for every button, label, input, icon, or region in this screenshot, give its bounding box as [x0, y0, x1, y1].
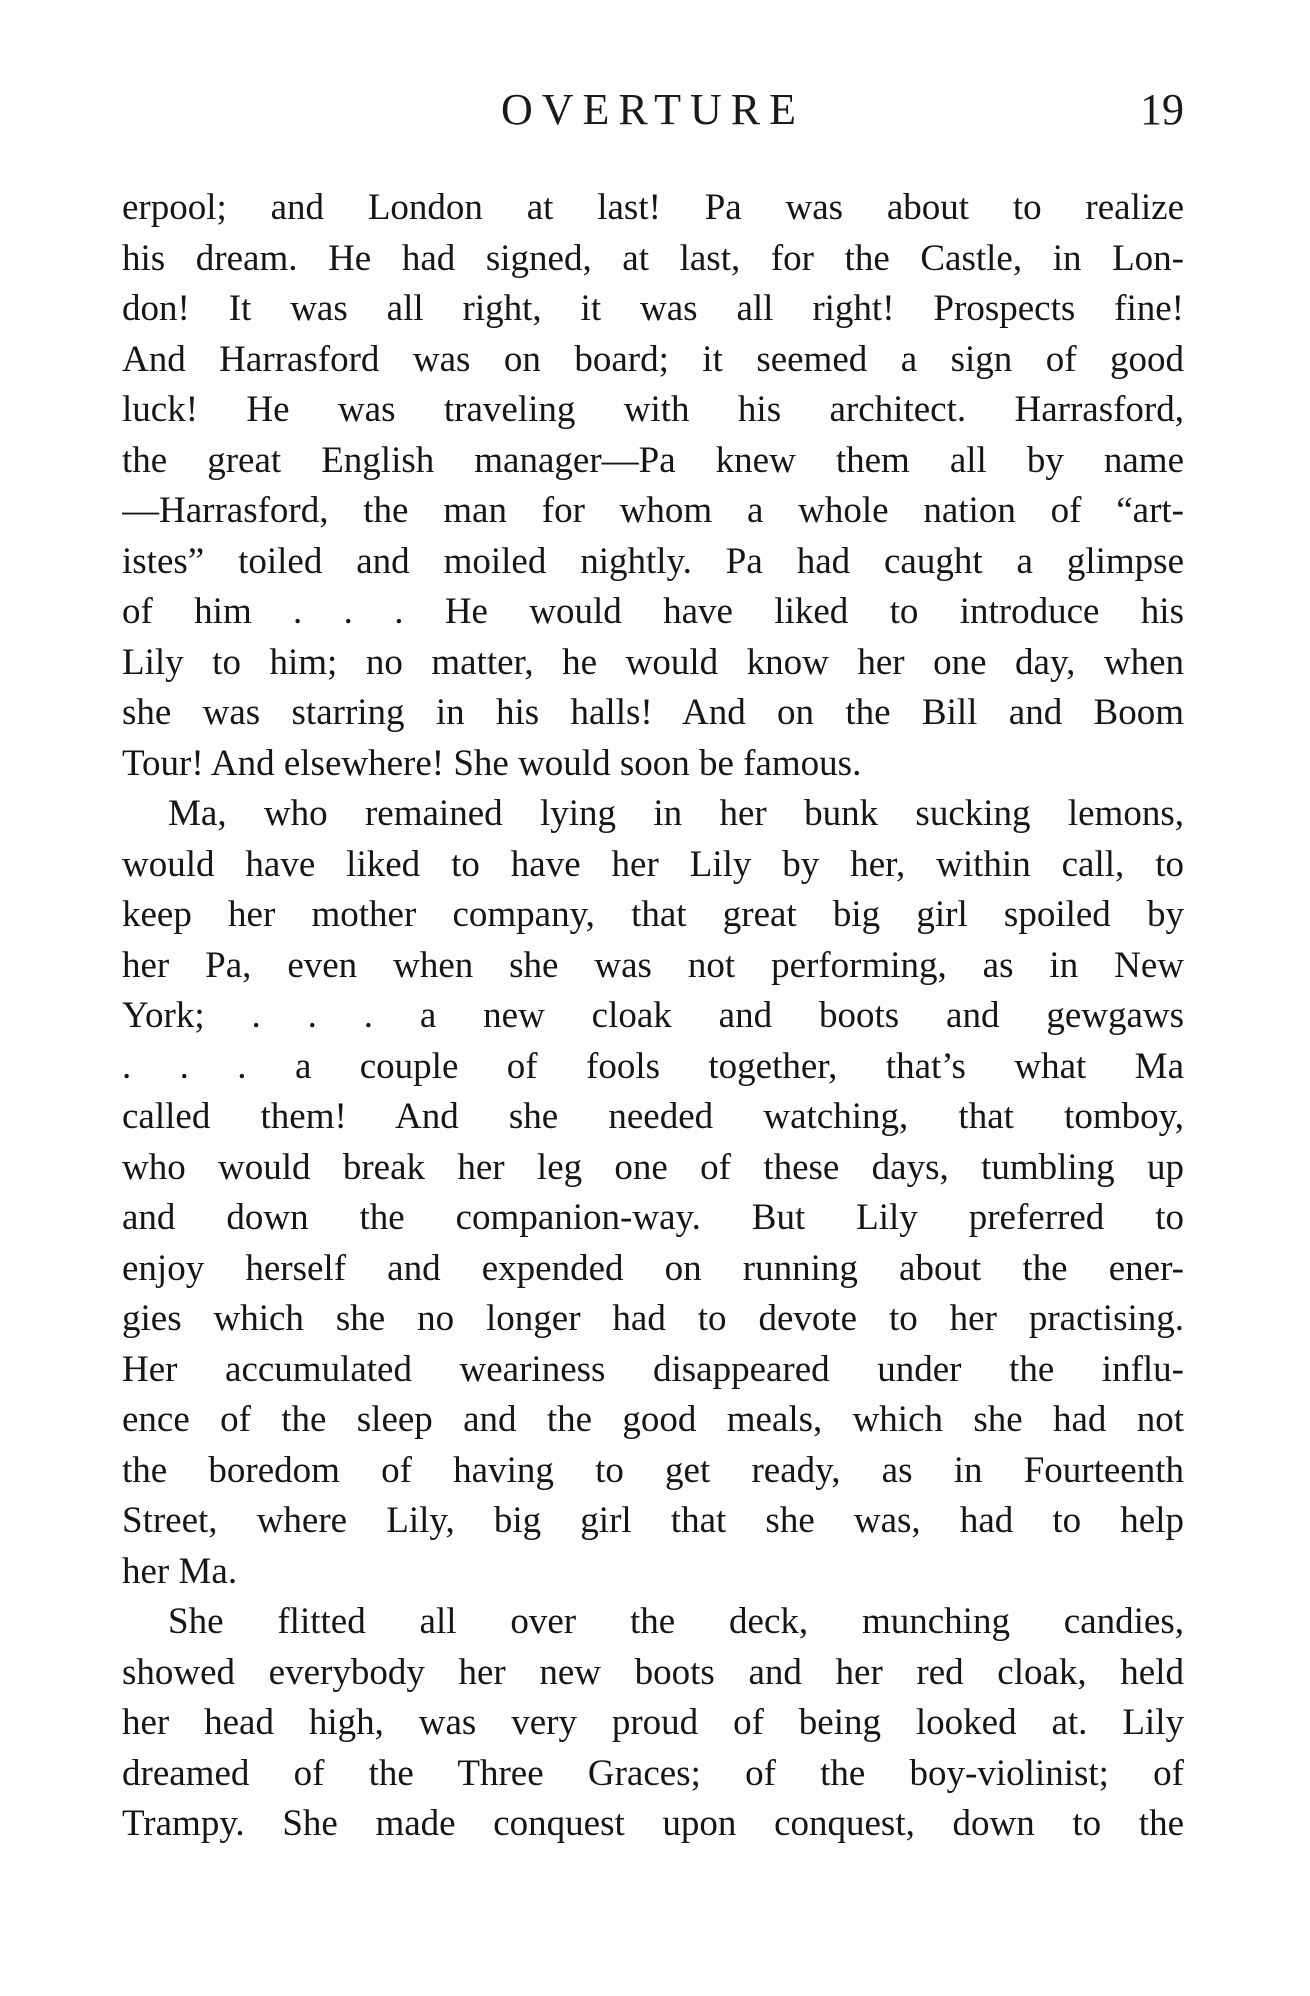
text-line: would have liked to have her Lily by her, within call, to: [122, 843, 1184, 885]
text-line: called them! And she needed watching, that tomboy,: [122, 1096, 1184, 1137]
paragraph: [122, 789, 1184, 1597]
text-line: his dream. He had signed, at last, for the Castle, in Lon-: [122, 237, 1184, 279]
text-line: Her accumulated weariness disappeared under the influ-: [122, 1348, 1184, 1390]
text-line: Street, where Lily, big girl that she was, had to help: [122, 1500, 1184, 1541]
text-line: Tour! And elsewhere! She would soon be famous.: [122, 742, 862, 784]
text-line: of him . . . He would have liked to introduce his: [122, 591, 1184, 632]
running-title: OVERTURE: [500, 85, 805, 134]
text-line: York; . . . a new cloak and boots and gewgaws: [122, 995, 1184, 1036]
text-line: the boredom of having to get ready, as in Fourteenth: [122, 1449, 1184, 1491]
text-line: don! It was all right, it was all right! Prospects fine!: [122, 288, 1184, 329]
text-line: her head high, was very proud of being looked at. Lily: [122, 1702, 1184, 1743]
text-line: her Ma.: [122, 1550, 238, 1592]
body-text: [122, 183, 1184, 1850]
text-line: showed everybody her new boots and her red cloak, held: [122, 1651, 1184, 1693]
text-line: . . . a couple of fools together, that’s what Ma: [122, 1045, 1184, 1087]
text-line: gies which she no longer had to devote to her practising.: [122, 1298, 1184, 1339]
paragraph: [122, 1597, 1184, 1850]
text-line: her Pa, even when she was not performing, as in New: [122, 944, 1184, 986]
text-line: and down the companion-way. But Lily preferred to: [122, 1197, 1184, 1238]
page-number: 19: [1140, 85, 1184, 134]
text-line: dreamed of the Three Graces; of the boy-violinist; of: [122, 1752, 1184, 1794]
text-line: erpool; and London at last! Pa was about to realize: [122, 187, 1184, 228]
text-line: Lily to him; no matter, he would know her one day, when: [122, 641, 1184, 683]
text-line: luck! He was traveling with his architect. Harrasford,: [122, 389, 1184, 430]
text-line: who would break her leg one of these days, tumbling up: [122, 1146, 1184, 1188]
paragraph: [122, 183, 1184, 789]
text-line: —Harrasford, the man for whom a whole nation of “art-: [122, 490, 1184, 531]
text-line: she was starring in his halls! And on the Bill and Boom: [122, 692, 1184, 733]
text-line: She flitted all over the deck, munching candies,: [168, 1601, 1184, 1642]
text-line: enjoy herself and expended on running about the ener-: [122, 1247, 1184, 1289]
text-line: Ma, who remained lying in her bunk sucking lemons,: [168, 793, 1184, 834]
text-line: And Harrasford was on board; it seemed a sign of good: [122, 338, 1184, 380]
text-line: istes” toiled and moiled nightly. Pa had caught a glimpse: [122, 540, 1184, 582]
text-line: ence of the sleep and the good meals, which she had not: [122, 1399, 1184, 1440]
running-header: [122, 80, 1184, 140]
text-line: Trampy. She made conquest upon conquest, down to the: [122, 1803, 1184, 1844]
text-line: the great English manager—Pa knew them all by name: [122, 439, 1184, 481]
text-line: keep her mother company, that great big girl spoiled by: [122, 894, 1184, 935]
